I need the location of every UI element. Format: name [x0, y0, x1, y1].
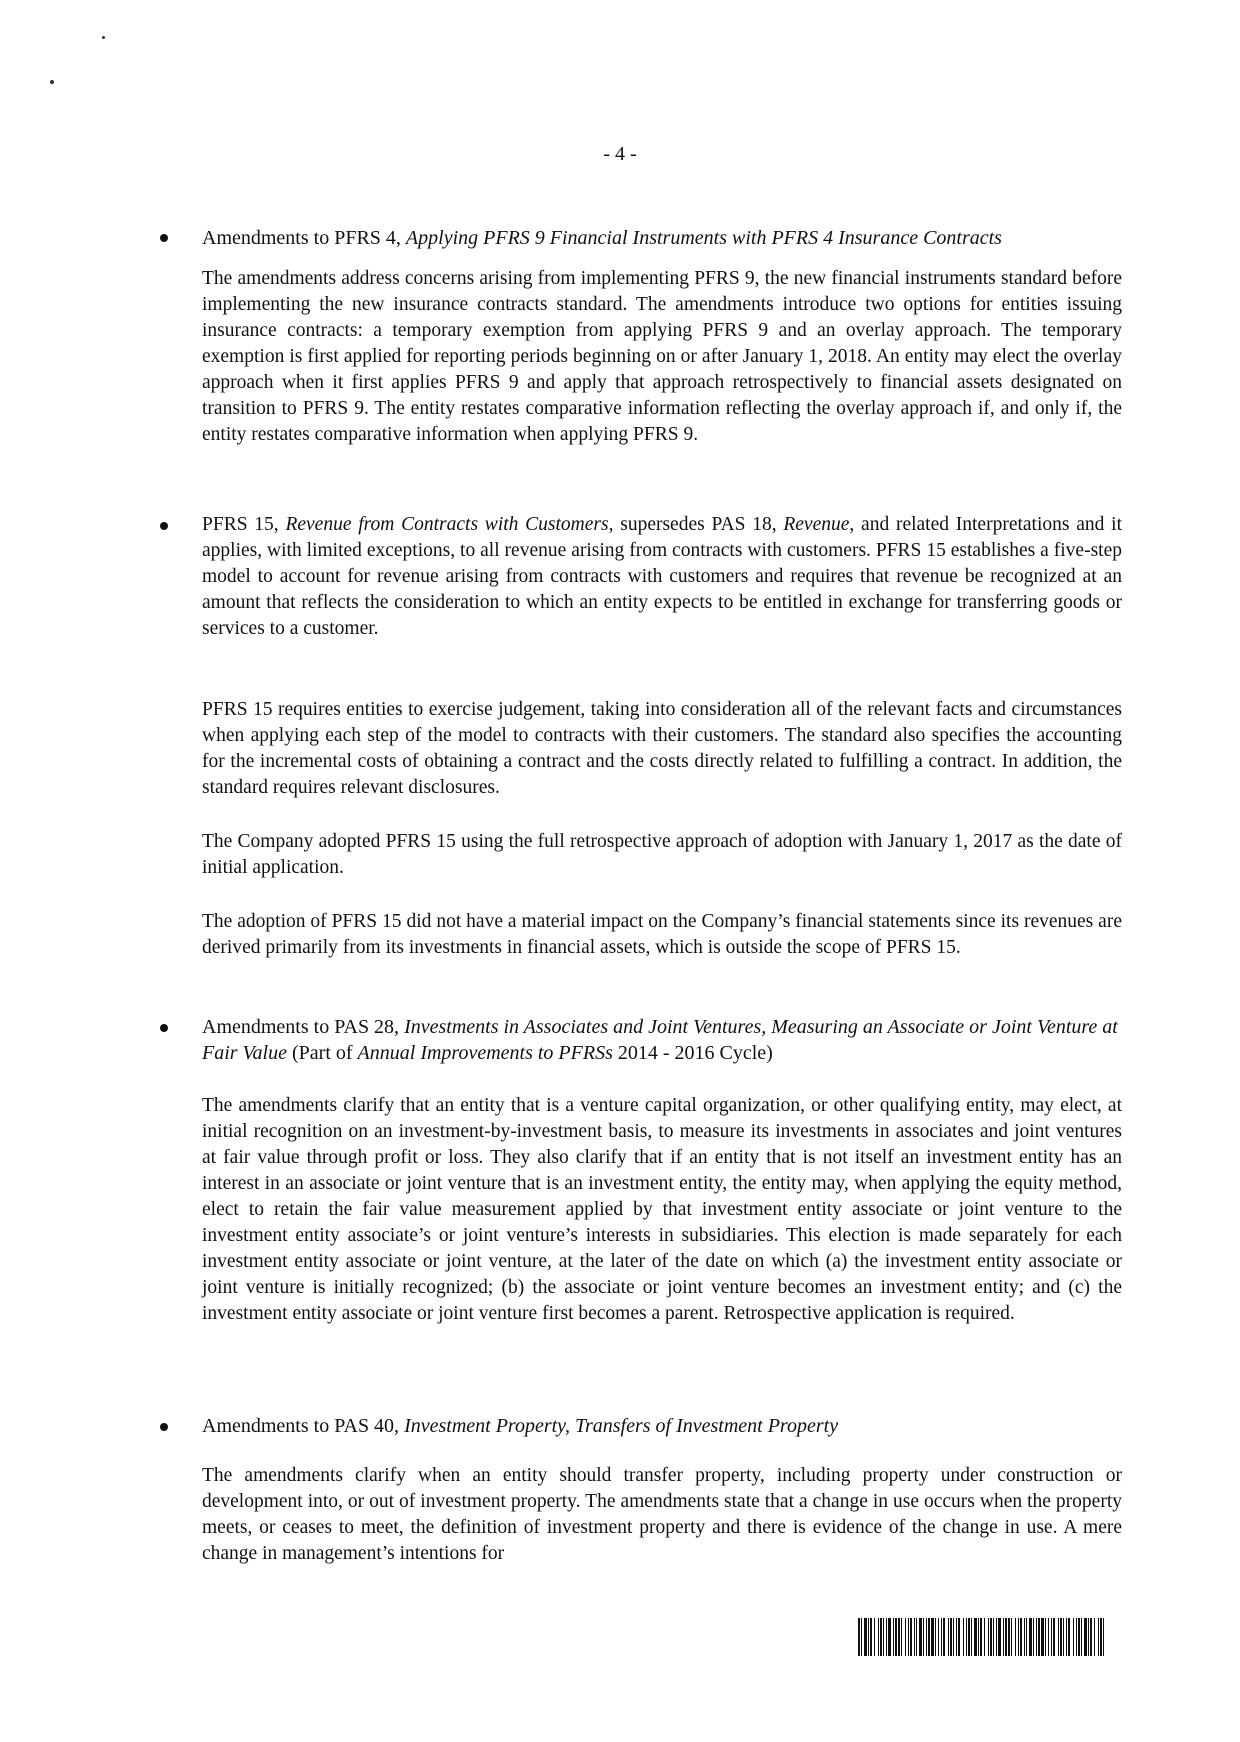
lead-title: Revenue from Contracts with Customers: [285, 514, 609, 535]
bullet-icon: [160, 1423, 168, 1431]
bullet-icon: [160, 522, 168, 530]
paragraph: The adoption of PFRS 15 did not have a material impact on the Company’s financial statements since its revenues are derived primarily from its investments in financial assets, which is outside the scope of PFRS 15.: [202, 911, 1122, 958]
bullet-icon: [160, 1024, 168, 1032]
heading-text: 2014 - 2016 Cycle): [612, 1042, 773, 1064]
heading-title: Investment Property, Transfers of Investment Property: [404, 1415, 839, 1437]
paragraph: The amendments address concerns arising from implementing PFRS 9, the new financial instruments standard before implementing the new insurance contracts standard. The amendments introduce two options for entities issuing insurance contracts: a temporary exemption from applying PFRS 9 and an overlay approach. The temporary exemption is first applied for reporting periods beginning on or after January 1, 2018. An entity may elect the overlay approach when it first applies PFRS 9 and apply that approach retrospectively to financial assets designated on transition to PFRS 9. The entity restates comparative information reflecting the overlay approach if, and only if, the entity restates comparative information when applying PFRS 9.: [202, 268, 1122, 445]
section-lead-paragraph: [202, 512, 1122, 642]
heading-text: Amendments to PFRS 4,: [202, 227, 406, 249]
section-heading: [202, 1014, 1122, 1066]
scan-speck: [102, 36, 105, 39]
paragraph: The amendments clarify that an entity that is a venture capital organization, or other qualifying entity, may elect, at initial recognition on an investment-by-investment basis, to measure its investments in associates and joint ventures at fair value through profit or loss. They also clarify that if an entity that is not itself an investment entity has an interest in an associate or joint venture that is an investment entity, the entity may, when applying the equity method, elect to retain the fair value measurement applied by that investment entity associate or joint venture to the investment entity associate’s or joint venture’s interests in subsidiaries. This election is made separately for each investment entity associate or joint venture, at the later of the date on which (a) the investment entity associate or joint venture is initially recognized; (b) the associate or joint venture becomes an investment entity; and (c) the investment entity associate or joint venture first becomes a parent. Retrospective application is required.: [202, 1095, 1122, 1324]
paragraph: The amendments clarify when an entity should transfer property, including property under construction or development into, or out of investment property. The amendments state that a change in use occurs when the property meets, or ceases to meet, the definition of investment property and there is evidence of the change in use. A mere change in management’s intentions for: [202, 1465, 1122, 1564]
heading-title: Annual Improvements to PFRSs: [357, 1042, 613, 1064]
paragraph: The Company adopted PFRS 15 using the full retrospective approach of adoption with January 1, 2017 as the date of initial application.: [202, 831, 1122, 878]
barcode: [858, 1618, 1106, 1656]
section-heading: [202, 1413, 1122, 1439]
lead-text: , supersedes PAS 18,: [608, 514, 784, 535]
paragraph: PFRS 15 requires entities to exercise judgement, taking into consideration all of the relevant facts and circumstances when applying each step of the model to contracts with their customers. The standard also specifies the accounting for the incremental costs of obtaining a contract and the costs directly related to fulfilling a contract. In addition, the standard requires relevant disclosures.: [202, 699, 1122, 798]
section-heading: [202, 225, 1122, 251]
lead-text: PFRS 15,: [202, 514, 286, 535]
heading-text: Amendments to PAS 28,: [202, 1016, 405, 1038]
heading-title: Applying PFRS 9 Financial Instruments with PFRS 4 Insurance Contracts: [405, 227, 1002, 249]
heading-title: Investments in Associates and Joint Ventures, Measuring an Associate or Joint Venture at Fair Value: [202, 1016, 1118, 1064]
heading-text: Amendments to PAS 40,: [202, 1415, 405, 1437]
scan-speck: [50, 80, 54, 84]
lead-title: Revenue: [783, 514, 850, 535]
page-number: - 4 -: [603, 143, 637, 165]
lead-text: , and related Interpretations and it applies, with limited exceptions, to all revenue arising from contracts with customers. PFRS 15 establishes a five-step model to account for revenue arising from contracts with customers and requires that revenue be recognized at an amount that reflects the consideration to which an entity expects to be entitled in exchange for transferring goods or services to a customer.: [202, 514, 1122, 639]
heading-text: (Part of: [287, 1042, 358, 1064]
bullet-icon: [160, 234, 168, 242]
barcode-bar: [1103, 1618, 1104, 1656]
